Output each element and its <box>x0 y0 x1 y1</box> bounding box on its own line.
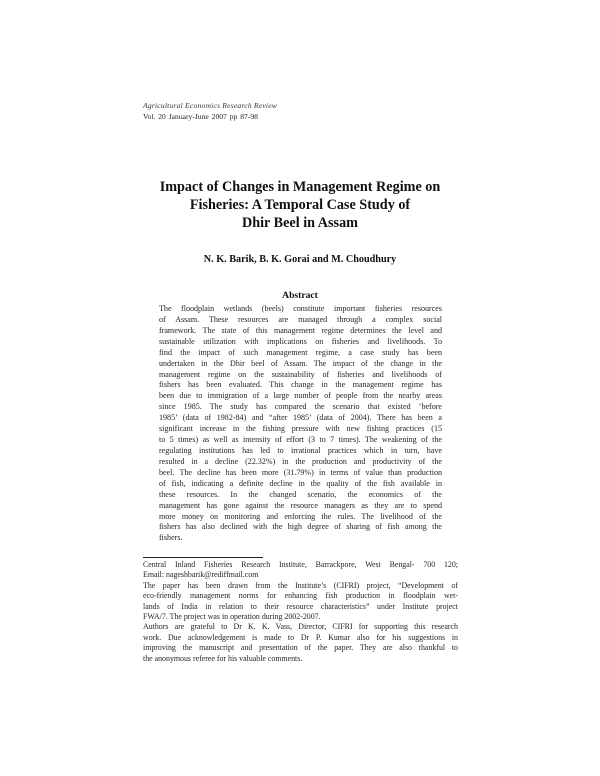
abstract-line: framework. The state of this management regime determines the level and <box>159 325 442 335</box>
footnote-separator <box>143 557 263 558</box>
footnote-line: Email: nageshbarik@rediffmail.com <box>143 570 259 580</box>
abstract-line: regulating institutions has led to irrational practices which in turn, have <box>159 445 442 455</box>
footnote-line: Central Inland Fisheries Research Institute, Barrackpore, West Bengal- 700 120; <box>143 560 458 569</box>
footnote-line: Authors are grateful to Dr K. K. Vass, Director, CIFRI for supporting this research <box>143 622 458 632</box>
abstract-line: fishers. <box>159 533 183 543</box>
journal-issue: Vol. 20 January-June 2007 pp 87-98 <box>143 112 258 121</box>
abstract-line: to 5 times) as well as intensity of effort (3 to 7 times). The weakening of the <box>159 435 442 445</box>
abstract-line: of Assam. These resources are managed through a complex social <box>159 314 442 324</box>
abstract-line: beel. The decline has been more (31.79%) in terms of value than production <box>159 467 442 477</box>
author-list: N. K. Barik, B. K. Gorai and M. Choudhury <box>203 254 397 265</box>
footnote-line: improving the manuscript and presentation of the paper. They are also thankful to <box>143 643 458 653</box>
footnote-line: lands of India in relation to their resource characteristics” under Institute project <box>143 601 458 611</box>
footnote-line: eco-friendly management norms for enhancing fish production in floodplain wet- <box>143 591 458 601</box>
journal-name: Agricultural Economics Research Review <box>143 101 278 110</box>
paper-title <box>130 178 470 232</box>
footnote-line: FWA/7. The project was in operation during 2002-2007. <box>143 612 321 622</box>
footnote-line: The paper has been drawn from the Institute’s (CIFRI) project, “Development of <box>143 580 458 590</box>
abstract-line: been due to immigration of a large number of people from the nearby areas <box>159 391 442 401</box>
abstract-line: these resources. In the changed scenario, the economics of the <box>159 489 442 499</box>
abstract-line: more money on monitoring and enforcing the rules. The livelihood of the <box>159 511 442 521</box>
footnote-line: the anonymous referee for his valuable comments. <box>143 653 303 663</box>
abstract-line: fishers has been evaluated. This change in the management regime has <box>159 380 442 390</box>
abstract-heading: Abstract <box>282 290 318 301</box>
abstract-line: management regime on the sustainability of fisheries and livelihoods of <box>159 369 442 379</box>
abstract-line: management has gone against the resource managers as they are to spend <box>159 500 442 510</box>
abstract-line: The floodplain wetlands (beels) constitute important fisheries resources <box>159 304 442 313</box>
abstract-line: sustainable utilization with implications on fisheries and livelihoods. To <box>159 336 442 346</box>
abstract-body <box>159 304 442 544</box>
footnotes <box>143 560 458 664</box>
abstract-line: significant increase in the fishing pressure with new fishing practices (15 <box>159 424 442 434</box>
abstract-line: since 1985. The study has compared the scenario that existed ‘before <box>159 402 442 412</box>
abstract-line: resulted in a decline (22.32%) in the production and productivity of the <box>159 456 442 466</box>
title-line: Impact of Changes in Management Regime on <box>159 179 441 195</box>
title-line: Dhir Beel in Assam <box>241 215 358 231</box>
abstract-line: 1985’ (data of 1982-84) and “after 1985’ (data of 2004). There has been a <box>159 413 442 423</box>
footnote-line: work. Due acknowledgement is made to Dr P. Kumar also for his suggestions in <box>143 632 458 642</box>
abstract-line: find the impact of such management regime, a case study has been <box>159 347 442 357</box>
abstract-line: undertaken in the Dhir beel of Assam. The impact of the change in the <box>159 358 442 368</box>
abstract-line: fishers has also declined with the high degree of sharing of fish among the <box>159 522 442 532</box>
title-line: Fisheries: A Temporal Case Study of <box>189 197 411 213</box>
abstract-line: of fish, indicating a definite decline in the quality of the fish available in <box>159 478 442 488</box>
